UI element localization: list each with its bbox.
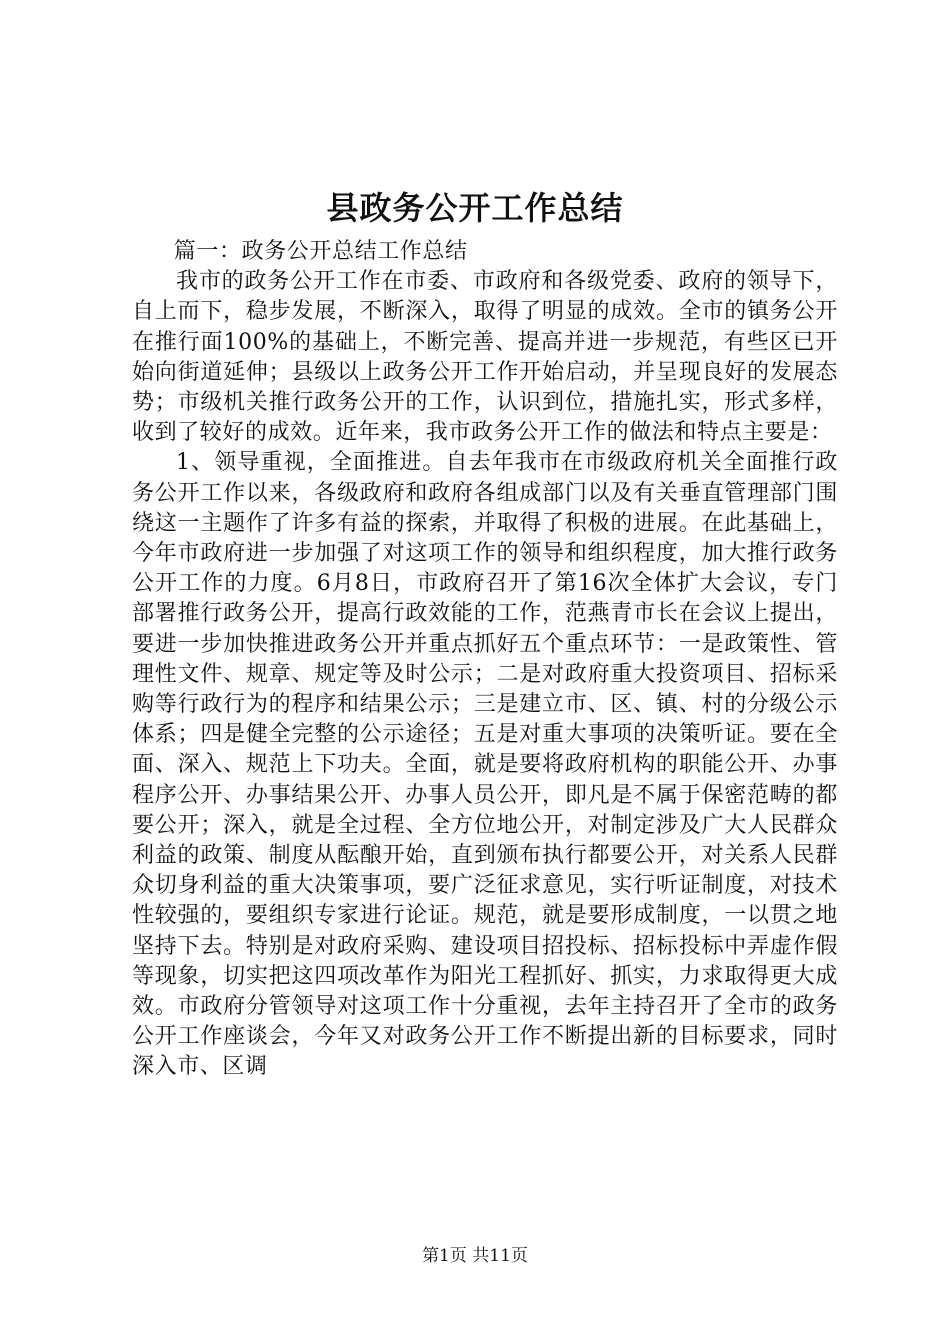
- body-paragraph: 我市的政务公开工作在市委、市政府和各级党委、政府的领导下，自上而下，稳步发展，不断深入，取得了明显的成效。全市的镇务公开在推行面100%的基础上，不断完善、提高并进一步规范，有些区已开始向街道延伸；县级以上政务公开工作开始启动，并呈现良好的发展态势；市级机关推行政务公开的工作，认识到位，措施扎实，形式多样，收到了较好的成效。近年来，我市政务公开工作的做法和特点主要是：: [132, 269, 838, 446]
- body-paragraph: 1、领导重视，全面推进。自去年我市在市级政府机关全面推行政务公开工作以来，各级政府和政府各组成部门以及有关垂直管理部门围绕这一主题作了许多有益的探索，并取得了积极的进展。在此基础上，今年市政府进一步加强了对这项工作的领导和组织程度，加大推行政务公开工作的力度。6月8日，市政府召开了第16次全体扩大会议，专门部署推行政务公开，提高行政效能的工作，范燕青市长在会议上提出，要进一步加快推进政务公开并重点抓好五个重点环节：一是政策性、管理性文件、规章、规定等及时公示；二是对政府重大投资项目、招标采购等行政行为的程序和结果公示；三是建立市、区、镇、村的分级公示体系；四是健全完整的公示途径；五是对重大事项的决策听证。要在全面、深入、规范上下功夫。全面，就是要将政府机构的职能公开、办事程序公开、办事结果公开、办事人员公开，即凡是不属于保密范畴的都要公开；深入，就是全过程、全方位地公开，对制定涉及广大人民群众利益的政策、制度从酝酿开始，直到颁布执行都要公开，对关系人民群众切身利益的重大决策事项，要广泛征求意见，实行听证制度，对技术性较强的，要组织专家进行论证。规范，就是要形成制度，一以贯之地坚持下去。特别是对政府采购、建设项目招投标、招标投标中弄虚作假等现象，切实把这四项改革作为阳光工程抓好、抓实，力求取得更大成效。市政府分管领导对这项工作十分重视，去年主持召开了全市的政务公开工作座谈会，今年又对政务公开工作不断提出新的目标要求，同时深入市、区调: [132, 450, 838, 1080]
- document-title: 县政务公开工作总结: [326, 189, 624, 227]
- section-heading: 篇一：政务公开总结工作总结: [173, 239, 468, 264]
- page-footer: 第1页 共11页: [422, 1246, 528, 1266]
- document-body: [132, 237, 838, 1083]
